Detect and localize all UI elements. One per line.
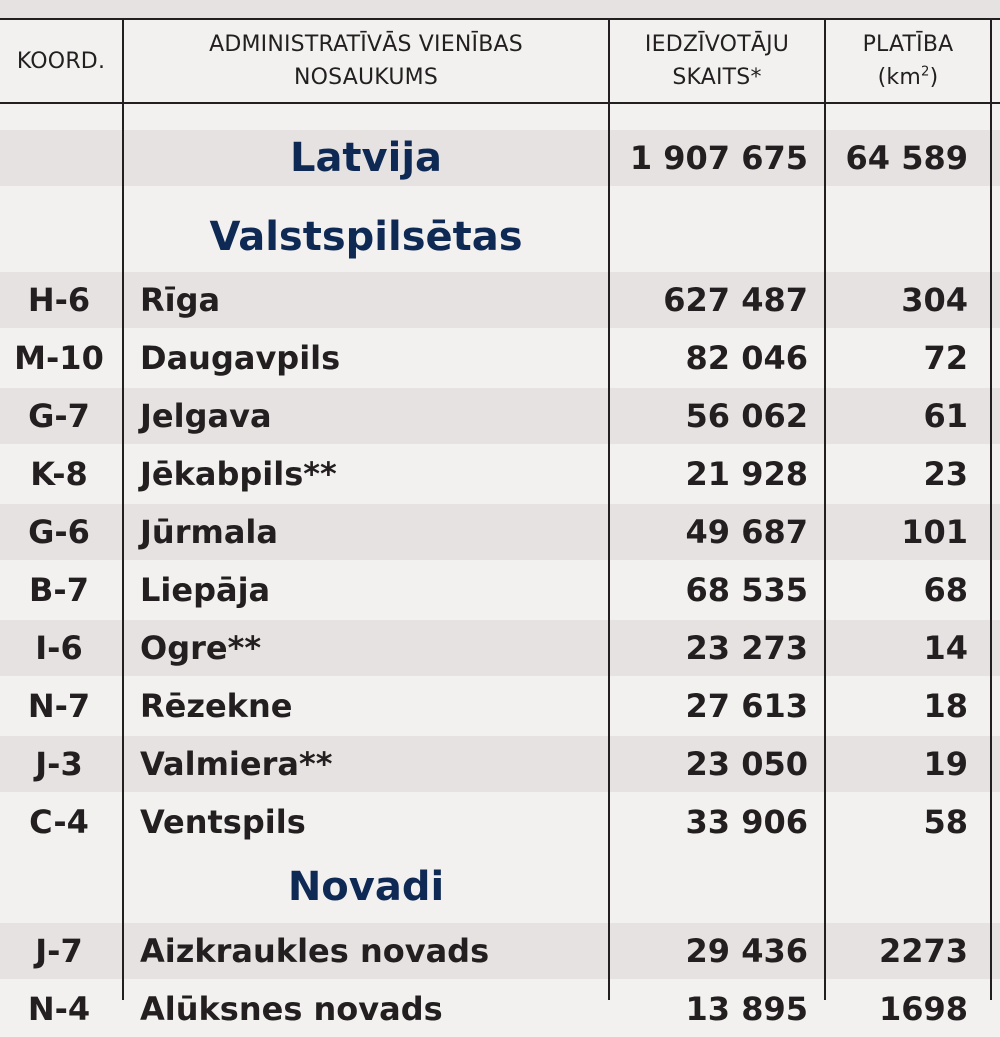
city-area: 68: [923, 571, 968, 609]
city-population: 68 535: [685, 571, 808, 609]
city-coord: C-4: [29, 803, 89, 841]
city-name: Liepāja: [140, 571, 271, 609]
city-coord: I-6: [35, 629, 83, 667]
city-area: 23: [923, 455, 968, 493]
header-pop-line2: SKAITS*: [672, 65, 762, 90]
header-coord: [0, 20, 122, 102]
header-area: [826, 20, 990, 102]
municipality-coord: J-7: [35, 932, 83, 970]
header-area-line1: PLATĪBA: [862, 32, 954, 57]
city-population: 627 487: [663, 281, 808, 319]
header-name-line1: ADMINISTRATĪVĀS VIENĪBAS: [209, 32, 523, 57]
city-coord: G-7: [28, 397, 90, 435]
city-coord: G-6: [28, 513, 90, 551]
city-population: 23 273: [685, 629, 808, 667]
municipality-area: 1698: [878, 990, 968, 1028]
city-area: 14: [923, 629, 968, 667]
city-coord: B-7: [29, 571, 89, 609]
top-band: [0, 0, 1000, 18]
city-coord: J-3: [35, 745, 83, 783]
column-divider-area: [990, 18, 992, 1000]
city-name: Rēzekne: [140, 687, 293, 725]
city-coord: M-10: [14, 339, 104, 377]
city-population: 49 687: [685, 513, 808, 551]
column-divider-coord: [122, 18, 124, 1000]
city-name: Valmiera**: [140, 745, 333, 783]
header-name-line2: NOSAUKUMS: [294, 65, 438, 90]
city-population: 56 062: [685, 397, 808, 435]
city-name: Daugavpils: [140, 339, 341, 377]
header-pop-line1: IEDZĪVOTĀJU: [644, 32, 790, 57]
city-population: 33 906: [685, 803, 808, 841]
city-name: Ventspils: [140, 803, 306, 841]
city-name: Jūrmala: [140, 513, 278, 551]
header-coord-label: KOORD.: [16, 48, 106, 74]
city-coord: K-8: [30, 455, 88, 493]
city-name: Ogre**: [140, 629, 262, 667]
municipality-area: 2273: [878, 932, 968, 970]
header-bottom-rule: [0, 102, 1000, 104]
city-coord: N-7: [27, 687, 91, 725]
total-area: 64 589: [845, 139, 968, 177]
header-population: [610, 20, 824, 102]
municipality-name: Alūksnes novads: [140, 990, 443, 1028]
city-population: 23 050: [685, 745, 808, 783]
header-area-sup: 2: [920, 64, 930, 80]
city-area: 72: [923, 339, 968, 377]
city-population: 82 046: [685, 339, 808, 377]
header-area-suffix: ): [929, 65, 939, 90]
municipality-population: 13 895: [685, 990, 808, 1028]
city-area: 19: [923, 745, 968, 783]
header-name: [124, 20, 608, 102]
total-name: Latvija: [289, 135, 443, 181]
municipality-coord: N-4: [27, 990, 91, 1028]
column-divider-name: [608, 18, 610, 1000]
city-area: 58: [923, 803, 968, 841]
municipality-population: 29 436: [685, 932, 808, 970]
header-area-line2: [863, 61, 954, 94]
header-area-prefix: (km: [877, 65, 921, 90]
city-area: 304: [901, 281, 968, 319]
city-name: Rīga: [140, 281, 221, 319]
city-name: Jelgava: [140, 397, 272, 435]
city-area: 101: [901, 513, 968, 551]
city-area: 18: [923, 687, 968, 725]
city-name: Jēkabpils**: [140, 455, 337, 493]
city-area: 61: [923, 397, 968, 435]
municipalities-section-title: Novadi: [287, 864, 445, 910]
city-coord: H-6: [27, 281, 91, 319]
municipality-name: Aizkraukles novads: [140, 932, 490, 970]
total-population: 1 907 675: [629, 139, 808, 177]
city-population: 21 928: [685, 455, 808, 493]
city-population: 27 613: [685, 687, 808, 725]
cities-section-title: Valstspilsētas: [209, 214, 523, 260]
column-divider-population: [824, 18, 826, 1000]
